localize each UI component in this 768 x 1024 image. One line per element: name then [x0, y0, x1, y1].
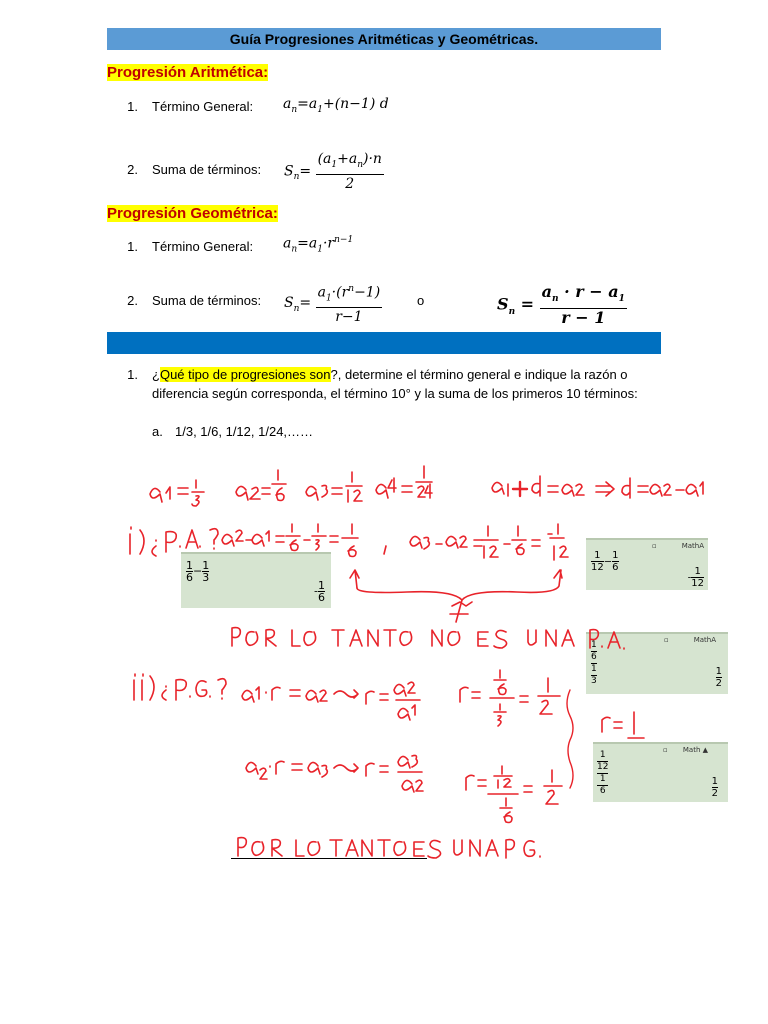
hw-pg-question-text — [132, 674, 232, 698]
hw-a2 — [236, 470, 286, 501]
exercise-text-2: diferencia según corresponda, el término 10° y la suma de los primeros 10 términos: — [152, 386, 638, 401]
exercise-text-1: ?, determine el término general e indique la razón o — [330, 367, 628, 382]
conclusion-underline — [231, 858, 427, 859]
item-label: Suma de términos: — [152, 162, 262, 177]
calc-mode-indicator: MathA — [681, 542, 704, 550]
calculator-screen-2: ▫ MathA $\frac{1}{12}$ − $\frac{1}{6}$ - $\frac{1}{12}$ — [586, 538, 708, 590]
formula-pa-general: $a_n=a_1+(n-1)$ d — [283, 96, 389, 115]
sub-item-letter: a. — [152, 424, 163, 439]
formula-pg-suma: $S_n=$ $\frac{a_1\cdot(r^n-1)}{r-1}$ — [284, 280, 382, 326]
hw-conclusion-pg-text — [236, 836, 546, 860]
hw-a1 — [150, 480, 204, 506]
hw-pg-ratio-1 — [242, 682, 420, 720]
item-number: 1. — [127, 99, 138, 114]
item-label: Término General: — [152, 99, 254, 114]
formula-pg-suma-alt: $S_n$ = $\frac{a_n \cdot r - a_1}{r - 1}$ — [497, 282, 625, 328]
hw-a3 — [306, 472, 362, 502]
hw-r-result-text — [600, 712, 650, 736]
calculator-screen-1: $\frac{1}{6}$ − $\frac{1}{3}$ - $\frac{1}{6}$ — [181, 552, 331, 608]
hw-not-equal-brace — [350, 570, 562, 622]
or-word: o — [417, 293, 425, 308]
exercise-number: 1. — [127, 367, 138, 382]
formula-pg-general: $a_n=a_1\cdot r^{n-1}$ — [283, 235, 354, 255]
item-number: 1. — [127, 239, 138, 254]
hw-pg-ratio-value-2 — [466, 766, 562, 823]
sequence-text: 1/3, 1/6, 1/12, 1/24,…… — [175, 424, 314, 439]
hw-pg-ratio-2 — [246, 755, 423, 792]
exercise-highlight: Qué tipo de progresiones son — [159, 367, 331, 382]
item-number: 2. — [127, 293, 138, 308]
calculator-screen-3: ▫ MathA 1 6 1 3 $\frac{1}{2}$ — [586, 632, 728, 694]
hw-pa-diff-1 — [222, 524, 358, 557]
hw-separator — [384, 546, 386, 554]
calc-mode-indicator: MathA — [693, 636, 716, 644]
hw-a4 — [376, 466, 432, 498]
formula-pa-suma: $S_n=$ $\frac{(a_1+a_n)\cdot n}{2}$ — [284, 151, 382, 192]
item-number: 2. — [127, 162, 138, 177]
item-label: Término General: — [152, 239, 254, 254]
calc-mode-indicator: Math ▲ — [682, 746, 708, 754]
hw-pa-question-text — [128, 526, 218, 550]
hw-pa-diff-2 — [410, 524, 568, 560]
exercise-open-mark: ¿ — [152, 367, 160, 382]
hw-pg-ratio-value-1 — [460, 670, 573, 788]
hw-pa-definition — [492, 476, 703, 498]
document-title: Guía Progresiones Aritméticas y Geométricas. — [107, 28, 661, 50]
hw-conclusion-pa-text — [232, 626, 632, 650]
heading-geometrica-text: Progresión Geométrica: — [107, 205, 278, 222]
heading-aritmetica-text: Progresión Aritmética: — [107, 64, 269, 81]
calculator-screen-4: ▫ Math ▲ 1 12 1 6 $\frac{1}{2}$ — [593, 742, 728, 802]
item-label: Suma de términos: — [152, 293, 262, 308]
